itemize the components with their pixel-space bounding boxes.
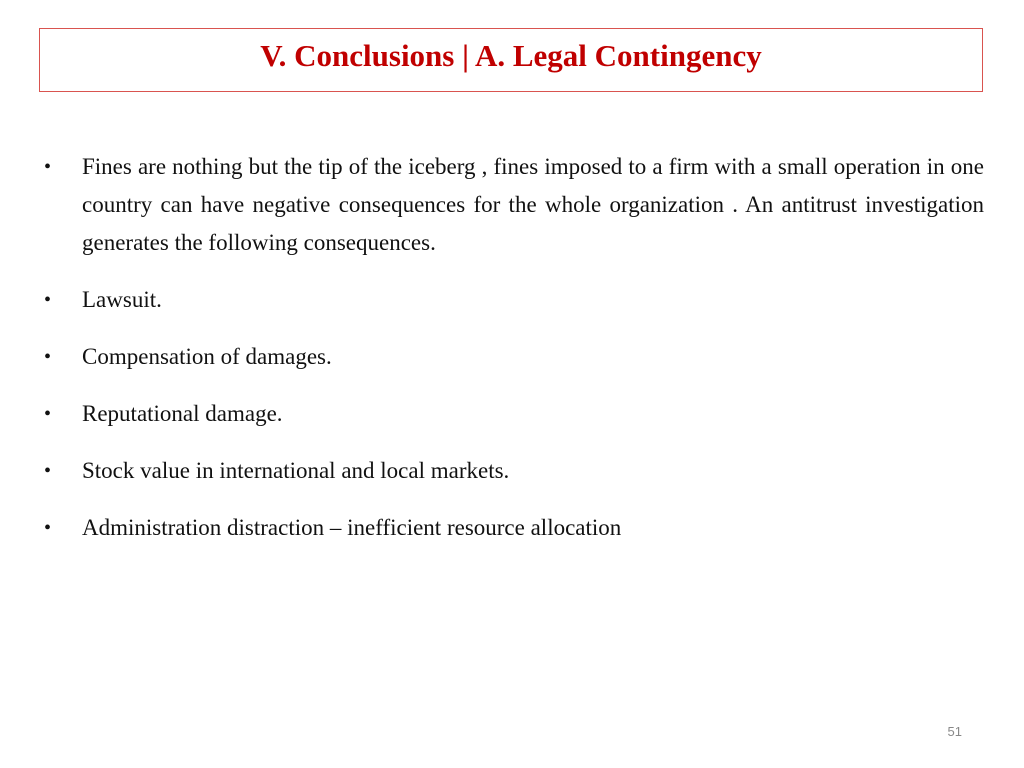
bullet-item — [44, 509, 984, 547]
bullet-text: Compensation of damages. — [82, 344, 332, 369]
bullet-icon: • — [44, 346, 52, 368]
bullet-text: Fines are nothing but the tip of the iceberg , fines imposed to a firm with a small operation in one country can have negative consequences for the whole organization . An antitrust investigation generates the following consequences. — [82, 154, 984, 255]
slide-title: V. Conclusions | A. Legal Contingency — [260, 38, 762, 73]
bullet-text: Reputational damage. — [82, 401, 283, 426]
title-box — [39, 28, 983, 92]
bullet-icon: • — [44, 517, 52, 539]
bullet-item — [44, 338, 984, 376]
bullet-item — [44, 148, 984, 262]
bullet-icon: • — [44, 403, 52, 425]
bullet-item — [44, 452, 984, 490]
bullet-list — [44, 148, 984, 566]
bullet-icon: • — [44, 289, 52, 311]
bullet-icon: • — [44, 156, 52, 178]
bullet-text: Administration distraction – inefficient resource allocation — [82, 515, 622, 540]
bullet-item — [44, 281, 984, 319]
page-number: 51 — [947, 724, 962, 739]
bullet-text: Lawsuit. — [82, 287, 162, 312]
bullet-item — [44, 395, 984, 433]
bullet-icon: • — [44, 460, 52, 482]
bullet-text: Stock value in international and local markets. — [82, 458, 510, 483]
